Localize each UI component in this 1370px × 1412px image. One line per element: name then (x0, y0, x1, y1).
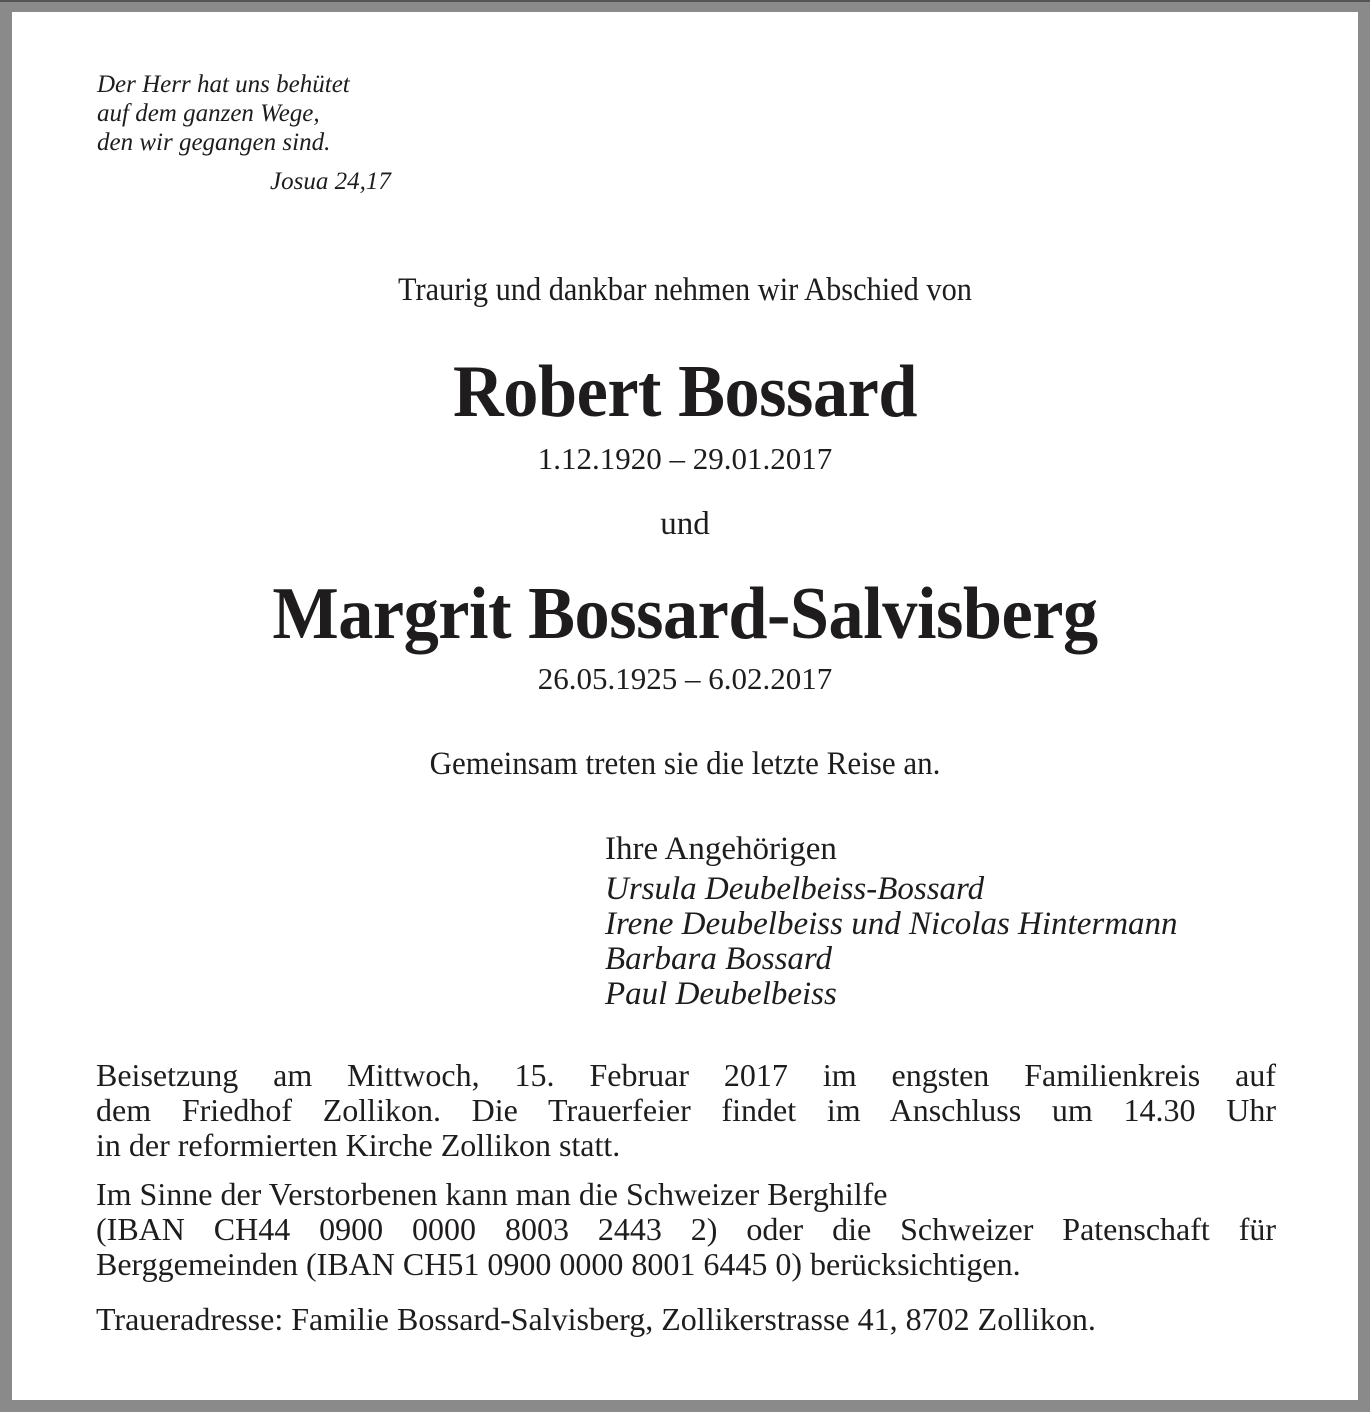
paragraph-line: Im Sinne der Verstorbenen kann man die Schweizer Berghilfe (96, 1176, 888, 1212)
deceased-name: Margrit Bossard-Salvisberg (272, 573, 1098, 655)
bible-verse-line: auf dem ganzen Wege, (97, 100, 320, 127)
paragraph-line: Berggemeinden (IBAN CH51 0900 0000 8001 6445 0) berücksichtigen. (96, 1246, 1021, 1282)
relative-name: Paul Deubelbeiss (605, 976, 837, 1012)
relative-name: Irene Deubelbeiss und Nicolas Hintermann (605, 906, 1178, 942)
paragraph-line: Traueradresse: Familie Bossard-Salvisberg, Zollikerstrasse 41, 8702 Zollikon. (96, 1301, 1096, 1337)
paragraph-line: Beisetzung am Mittwoch, 15. Februar 2017 im engsten Familienkreis auf (96, 1057, 1276, 1093)
obituary-notice (12, 12, 1358, 1400)
deceased-dates: 1.12.1920 – 29.01.2017 (537, 441, 833, 476)
deceased-dates: 26.05.1925 – 6.02.2017 (537, 661, 833, 696)
frame-top-line (0, 0, 1370, 2)
conjunction: und (660, 506, 710, 542)
mourning-address (96, 1302, 1276, 1337)
bible-verse-reference: Josua 24,17 (270, 168, 391, 195)
paragraph-line: in der reformierten Kirche Zollikon statt. (96, 1127, 621, 1163)
bible-verse-line: Der Herr hat uns behütet (97, 71, 350, 98)
paragraph-line: dem Friedhof Zollikon. Die Trauerfeier findet im Anschluss um 14.30 Uhr (96, 1092, 1276, 1128)
paragraph-line: (IBAN CH44 0900 0000 8003 2443 2) oder die Schweizer Patenschaft für (96, 1211, 1276, 1247)
relatives-heading: Ihre Angehörigen (605, 831, 837, 867)
burial-paragraph (96, 1058, 1276, 1163)
bible-verse (97, 70, 350, 157)
bible-verse-line: den wir gegangen sind. (97, 129, 331, 156)
intro-text: Traurig und dankbar nehmen wir Abschied von (398, 272, 972, 308)
deceased-name: Robert Bossard (453, 351, 917, 433)
relative-name: Ursula Deubelbeiss-Bossard (605, 871, 985, 907)
donation-paragraph (96, 1177, 1276, 1282)
relatives-block (605, 830, 1178, 1012)
closing-text: Gemeinsam treten sie die letzte Reise an. (429, 746, 941, 782)
relative-name: Barbara Bossard (605, 941, 833, 977)
